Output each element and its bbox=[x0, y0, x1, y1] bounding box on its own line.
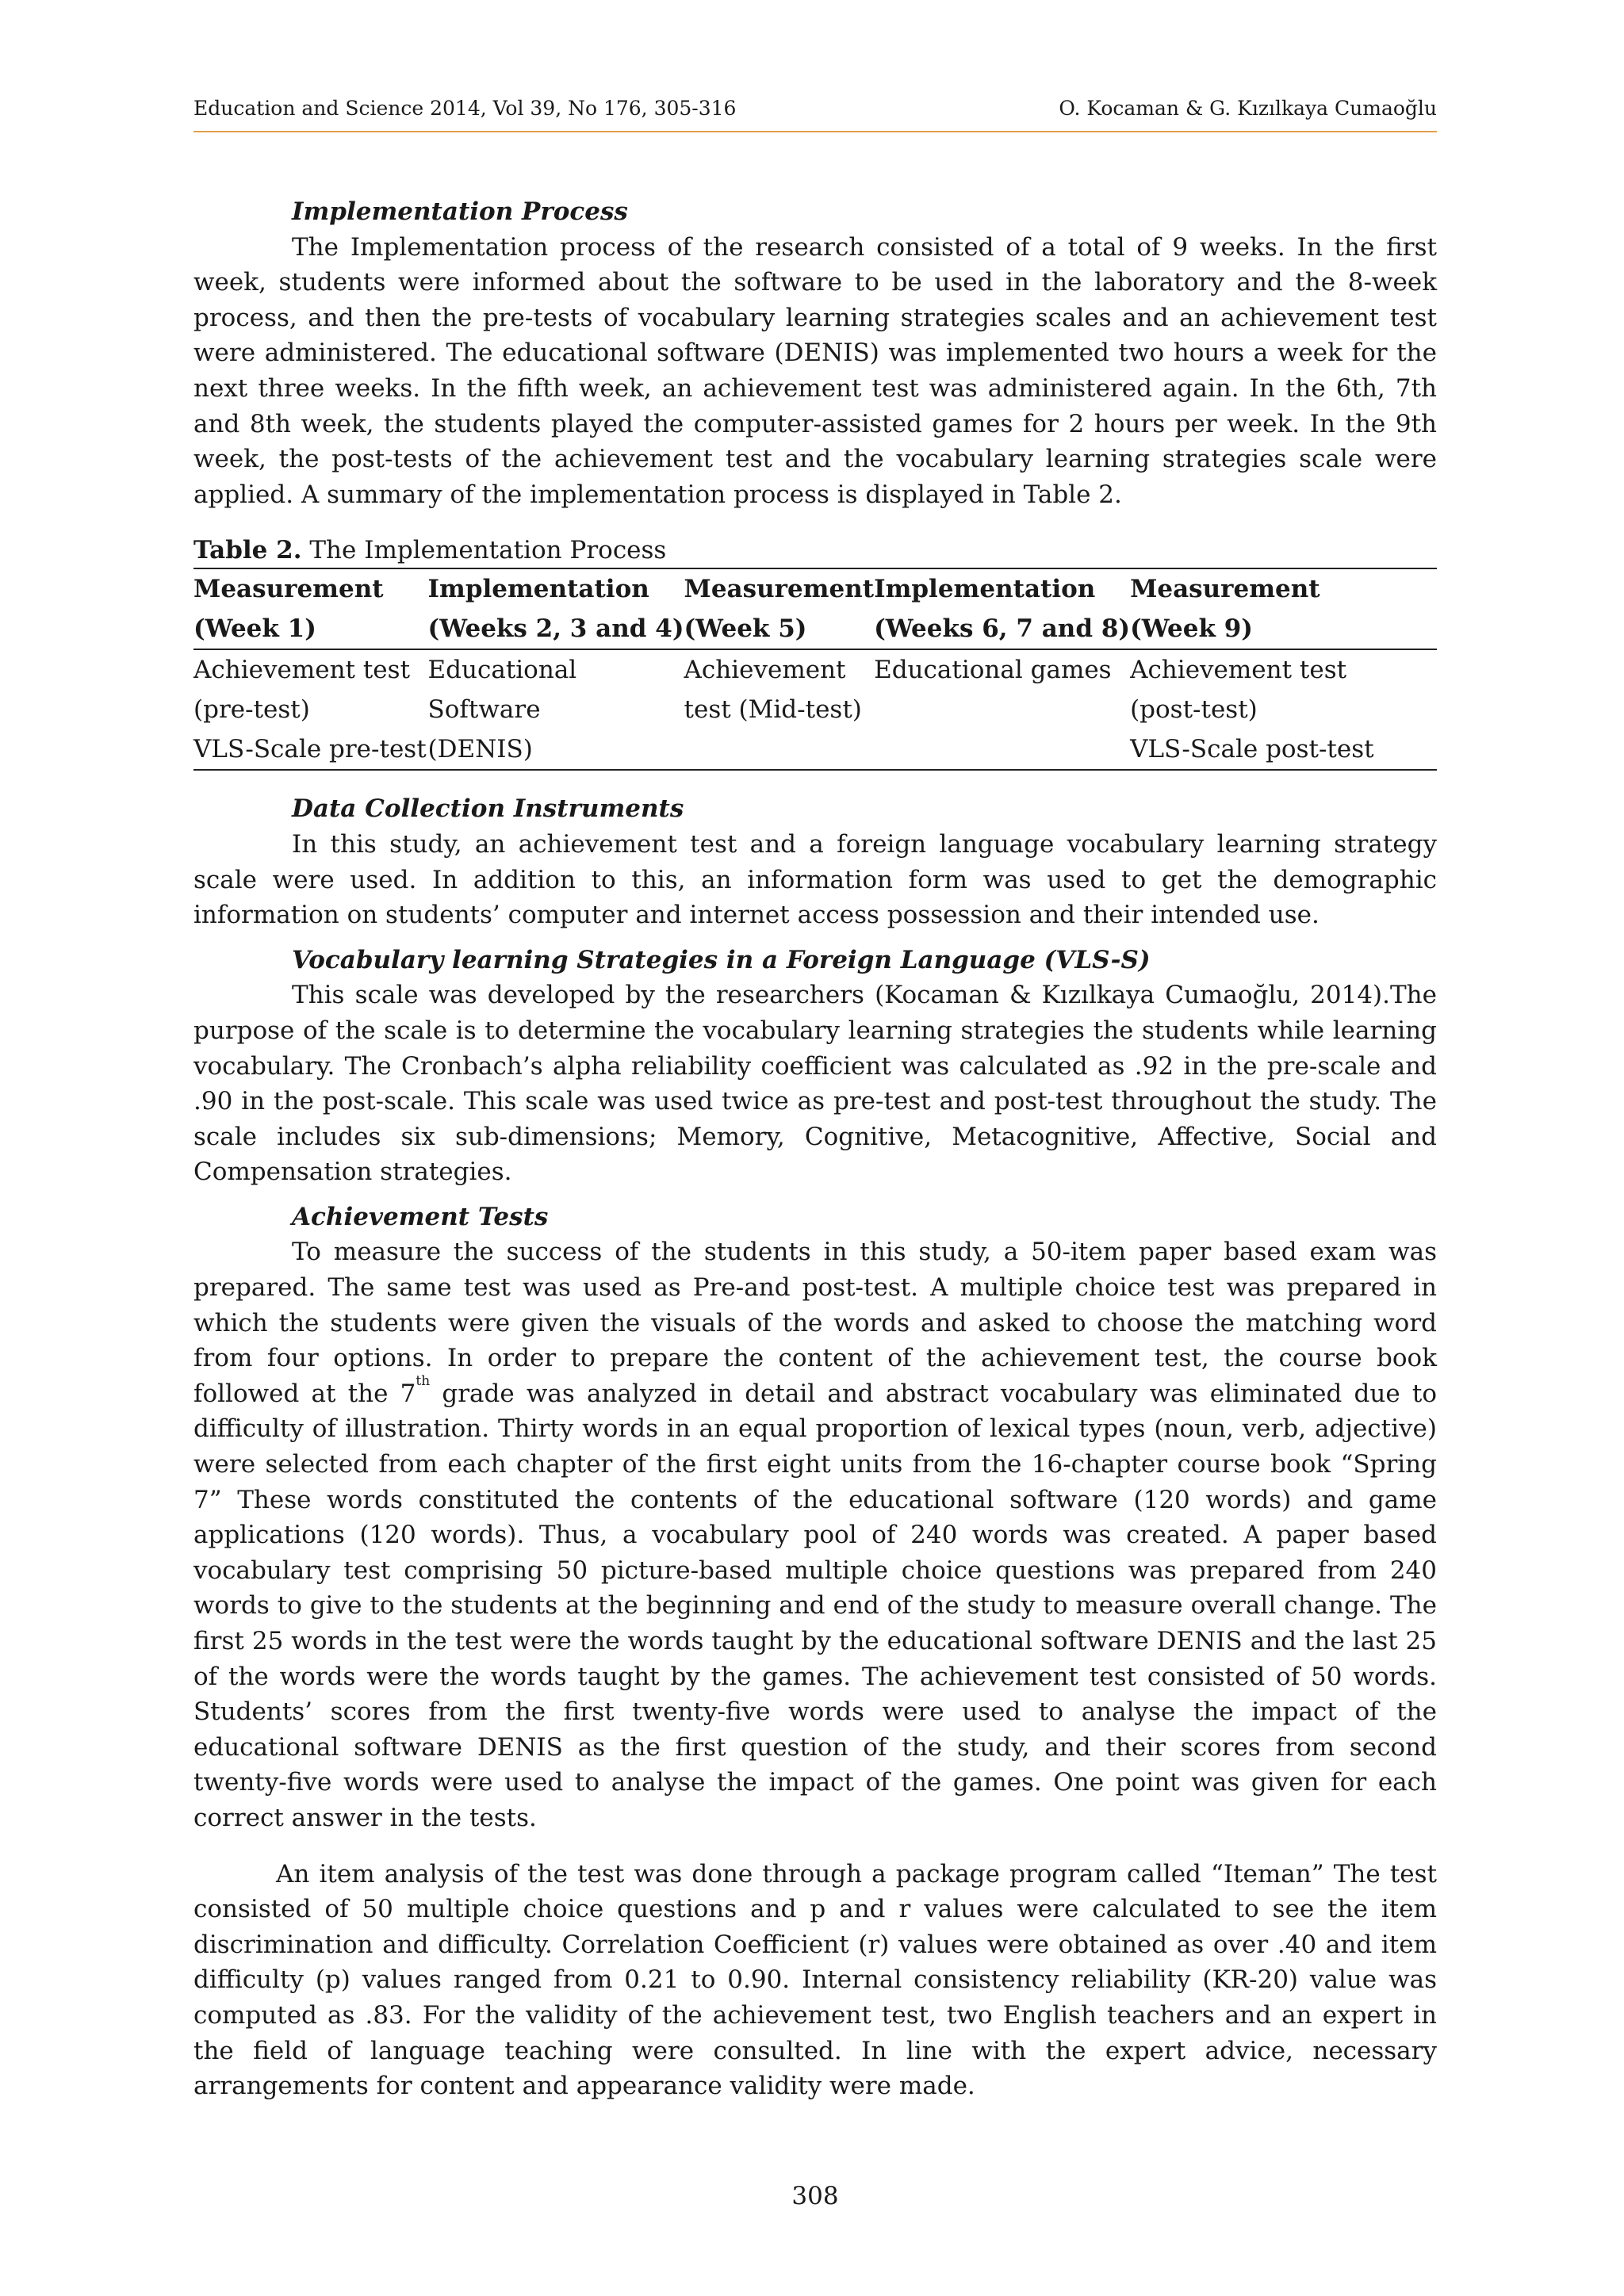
header-cell: (Week 1) bbox=[193, 609, 428, 649]
header-cell: (Weeks 2, 3 and 4) bbox=[428, 609, 684, 649]
table-title: The Implementation Process bbox=[301, 536, 667, 565]
header-cell: Implementation bbox=[874, 575, 1096, 604]
section-heading-achievement: Achievement Tests bbox=[292, 1202, 549, 1231]
table-header-row bbox=[193, 568, 1437, 609]
header-cell: Measurement bbox=[193, 575, 384, 604]
achievement-text-part2: grade was analyzed in detail and abstract vocabulary was eliminated due to difficulty of illustration. Thirty words in an equal proportion of lexical types (noun, verb, adjective) were selected from each chapter of the first eight units from the 16-chapter course book “Spring 7” These words constituted the contents of the educational software (120 words) and game applications (120 words). Thus, a vocabulary pool of 240 words was created. A paper based vocabulary test comprising 50 picture-based multiple choice questions was prepared from 240 words to give to the students at the beginning and end of the study to measure overall change. The first 25 words in the test were the words taught by the educational software DENIS and the last 25 of the words were the words taught by the games. The achievement test consisted of 50 words. Students’ scores from the first twenty-five words were used to analyse the impact of the educational software DENIS as the first question of the study, and their scores from second twenty-five words were used to analyse the impact of the games. One point was given for each correct answer in the tests. bbox=[193, 1379, 1437, 1832]
journal-citation: Education and Science 2014, Vol 39, No 176, 305-316 bbox=[193, 97, 737, 120]
table-cell: Educational bbox=[427, 656, 577, 685]
table-cell bbox=[874, 690, 1130, 729]
running-header bbox=[193, 97, 1437, 132]
authors: O. Kocaman & G. Kızılkaya Cumaoğlu bbox=[1059, 97, 1437, 120]
table-caption bbox=[193, 533, 1437, 568]
table-cell bbox=[684, 729, 875, 770]
header-cell: (Week 5) bbox=[684, 609, 875, 649]
table-cell: (post-test) bbox=[1130, 695, 1258, 725]
table-cell: VLS-Scale post-test bbox=[1130, 735, 1374, 764]
implementation-table bbox=[193, 568, 1437, 771]
table-cell: Software bbox=[427, 695, 541, 725]
table-cell: (DENIS) bbox=[427, 735, 533, 764]
header-cell: (Weeks 6, 7 and 8) bbox=[874, 609, 1130, 649]
paragraph-item-analysis: An item analysis of the test was done through a package program called “Iteman” The test consisted of 50 multiple choice questions and p and r values were calculated to see the item discrimination and difficulty. Correlation Coefficient (r) values were obtained as over .40 and item difficulty (p) values ranged from 0.21 to 0.90. Internal consistency reliability (KR-20) value was computed as .83. For the validity of the achievement test, two English teachers and an expert in the field of language teaching were consulted. In line with the expert advice, necessary arrangements for content and appearance validity were made. bbox=[193, 1859, 1437, 2101]
header-cell: Measurement bbox=[1130, 575, 1320, 604]
paragraph-implementation: The Implementation process of the research consisted of a total of 9 weeks. In the first week, students were informed about the software to be used in the laboratory and the 8-week process, and then the pre-tests of vocabulary learning strategies scales and an achievement test were administered. The educational software (DENIS) was implemented two hours a week for the next three weeks. In the fifth week, an achievement test was administered again. In the 6th, 7th and 8th week, the students played the computer-assisted games for 2 hours per week. In the 9th week, the post-tests of the achievement test and the vocabulary learning strategies scale were applied. A summary of the implementation process is displayed in Table 2. bbox=[193, 232, 1437, 509]
paragraph-vlss: This scale was developed by the researchers (Kocaman & Kızılkaya Cumaoğlu, 2014).The purpose of the scale is to determine the vocabulary learning strategies the students while learning vocabulary. The Cronbach’s alpha reliability coefficient was calculated as .92 in the pre-scale and .90 in the post-scale. This scale was used twice as pre-test and post-test throughout the study. The scale includes six sub-dimensions; Memory, Cognitive, Metacognitive, Affective, Social and Compensation strategies. bbox=[193, 981, 1437, 1187]
table-row bbox=[193, 649, 1437, 690]
table-cell: Achievement bbox=[684, 656, 846, 685]
table-cell: Achievement test bbox=[193, 656, 411, 685]
table-label: Table 2. bbox=[193, 536, 302, 565]
achievement-text-part1: To measure the success of the students in this study, a 50-item paper based exam was prepared. The same test was used as Pre-and post-test. A multiple choice test was prepared in which the students were given the visuals of the words and asked to choose the matching word from four options. In order to prepare the content of the achievement test, the course book followed at the 7 bbox=[193, 1238, 1437, 1408]
section-heading-implementation: Implementation Process bbox=[292, 197, 628, 226]
page-number: 308 bbox=[791, 2182, 839, 2210]
paragraph-achievement bbox=[193, 1234, 1437, 1835]
table-header-row bbox=[193, 609, 1437, 649]
header-cell: Measurement bbox=[684, 575, 875, 604]
table-cell: VLS-Scale pre-test bbox=[193, 735, 427, 764]
table-row bbox=[193, 690, 1437, 729]
paragraph-instruments: In this study, an achievement test and a foreign language vocabulary learning strategy scale were used. In addition to this, an information form was used to get the demographic information on students’ computer and internet access possession and their intended use. bbox=[193, 829, 1437, 930]
table-cell: Achievement test bbox=[1130, 656, 1347, 685]
table-cell bbox=[874, 729, 1130, 770]
header-cell: (Week 9) bbox=[1130, 609, 1437, 649]
section-heading-vlss: Vocabulary learning Strategies in a Foreign Language (VLS-S) bbox=[292, 945, 1151, 974]
table-cell: Educational games bbox=[874, 656, 1112, 685]
header-cell: Implementation bbox=[427, 575, 649, 604]
table-cell: test (Mid-test) bbox=[684, 695, 862, 725]
table-row bbox=[193, 729, 1437, 770]
section-heading-instruments: Data Collection Instruments bbox=[292, 794, 684, 824]
body-content bbox=[193, 194, 1437, 2104]
superscript-th: th bbox=[416, 1372, 431, 1389]
table-cell: (pre-test) bbox=[193, 695, 310, 725]
